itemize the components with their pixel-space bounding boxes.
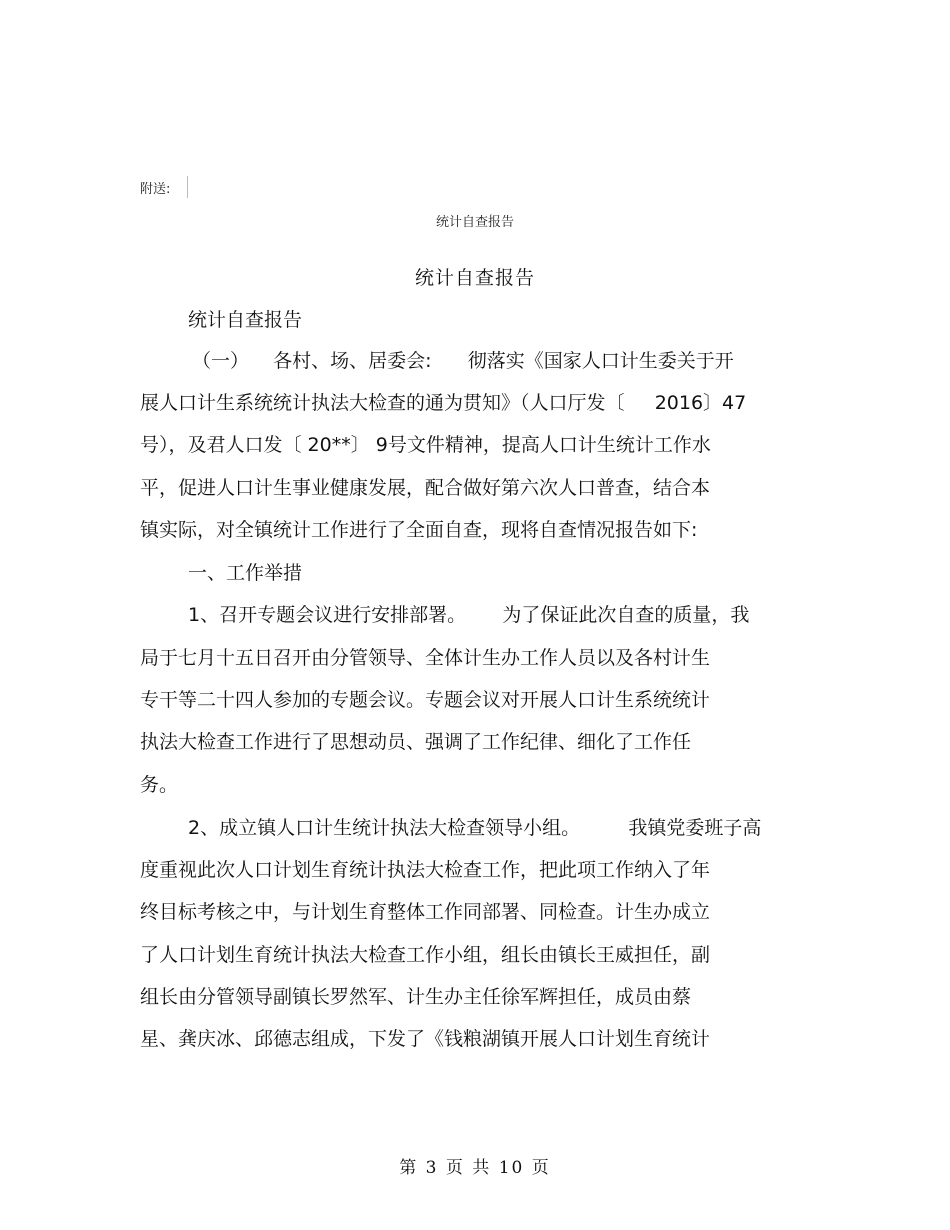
- body-line: 度重视此次人口计划生育统计执法大检查工作，把此项工作纳入了年: [140, 859, 711, 881]
- document-title: 统计自查报告: [414, 267, 535, 289]
- body-line: （一） 各村、场、居委会: 彻落实《国家人口计生委关于开: [192, 350, 734, 372]
- body-line: 平，促进人口计生事业健康发展，配合做好第六次人口普查，结合本: [140, 477, 711, 499]
- page-footer: 第 3 页 共 10 页: [399, 1158, 551, 1178]
- body-line: 镇实际，对全镇统计工作进行了全面自查，现将自查情况报告如下:: [140, 519, 698, 541]
- body-line: 终目标考核之中，与计划生育整体工作同部署、同检查。计生办成立: [140, 901, 711, 923]
- body-line: 了人口计划生育统计执法大检查工作小组，组长由镇长王威担任，副: [140, 944, 711, 966]
- body-line: 局于七月十五日召开由分管领导、全体计生办工作人员以及各村计生: [140, 647, 711, 669]
- body-line: 号），及君人口发〔 20**〕 9号文件精神，提高人口计生统计工作水: [140, 434, 711, 456]
- body-line: 星、龚庆冰、邱德志组成，下发了《钱粮湖镇开展人口计划生育统计: [140, 1028, 711, 1050]
- body-line: 务。: [140, 774, 179, 796]
- body-line: 1、召开专题会议进行安排部署。 为了保证此次自查的质量，我: [188, 604, 750, 626]
- text-cursor-divider: [187, 176, 188, 198]
- body-line: 2、成立镇人口计生统计执法大检查领导小组。 我镇党委班子高: [188, 817, 762, 839]
- header-title: 统计自查报告: [435, 215, 514, 230]
- body-line: 展人口计生系统统计执法大检查的通为贯知》（人口厅发〔 2016〕47: [140, 392, 747, 414]
- body-line: 组长由分管领导副镇长罗然军、计生办主任徐军辉担任，成员由蔡: [140, 986, 692, 1008]
- body-line: 执法大检查工作进行了思想动员、强调了工作纪律、细化了工作任: [140, 731, 692, 753]
- body-line: 统计自查报告: [188, 309, 303, 331]
- body-line: 专干等二十四人参加的专题会议。专题会议对开展人口计生系统统计: [140, 689, 711, 711]
- attachment-label: 附送:: [140, 182, 171, 197]
- section-heading: 一、工作举措: [188, 562, 303, 584]
